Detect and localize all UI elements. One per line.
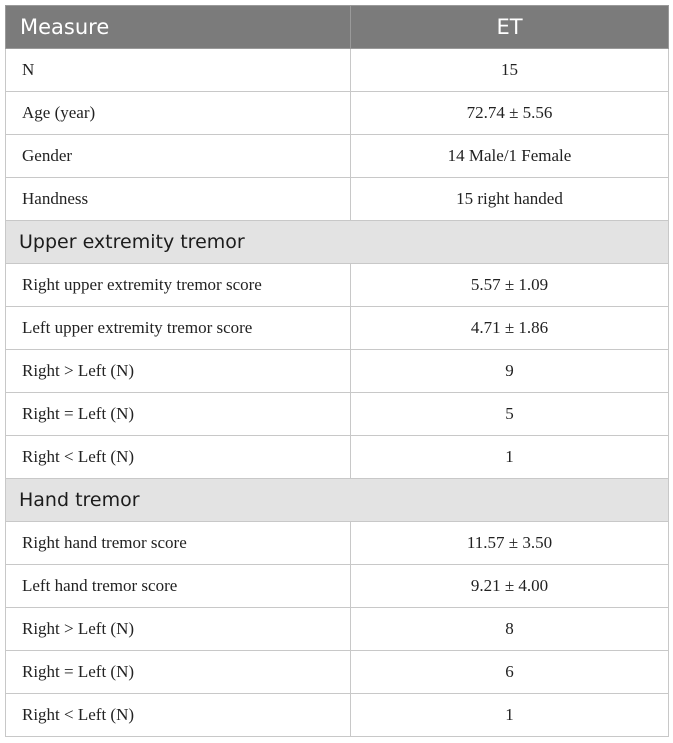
table-row	[6, 178, 669, 221]
row-et-cell: 9	[351, 350, 669, 393]
row-measure-cell: Right < Left (N)	[6, 436, 351, 479]
table-row	[6, 694, 669, 737]
row-et-cell: 5	[351, 393, 669, 436]
row-measure-cell: Left upper extremity tremor score	[6, 307, 351, 350]
row-measure-cell: Right upper extremity tremor score	[6, 264, 351, 307]
row-et-cell: 14 Male/1 Female	[351, 135, 669, 178]
row-measure-cell: Age (year)	[6, 92, 351, 135]
row-et-cell: 1	[351, 436, 669, 479]
section-header-hand-tremor	[6, 479, 669, 522]
table-row	[6, 522, 669, 565]
row-measure-cell: Right > Left (N)	[6, 608, 351, 651]
row-measure-cell: Right < Left (N)	[6, 694, 351, 737]
row-et-cell: 72.74 ± 5.56	[351, 92, 669, 135]
table-row	[6, 92, 669, 135]
table-header-row	[6, 6, 669, 49]
table-row	[6, 350, 669, 393]
section-title: Hand tremor	[6, 479, 669, 522]
row-et-cell: 11.57 ± 3.50	[351, 522, 669, 565]
row-measure-cell: Right = Left (N)	[6, 651, 351, 694]
table-row	[6, 436, 669, 479]
table-row	[6, 135, 669, 178]
row-measure-cell: Right > Left (N)	[6, 350, 351, 393]
row-et-cell: 15 right handed	[351, 178, 669, 221]
table-row	[6, 565, 669, 608]
row-et-cell: 4.71 ± 1.86	[351, 307, 669, 350]
table-row	[6, 264, 669, 307]
row-measure-cell: Gender	[6, 135, 351, 178]
demographics-table	[5, 5, 669, 737]
row-et-cell: 1	[351, 694, 669, 737]
row-measure-cell: Right hand tremor score	[6, 522, 351, 565]
row-et-cell: 9.21 ± 4.00	[351, 565, 669, 608]
table-row	[6, 307, 669, 350]
table-row	[6, 651, 669, 694]
section-title: Upper extremity tremor	[6, 221, 669, 264]
row-et-cell: 5.57 ± 1.09	[351, 264, 669, 307]
section-header-upper-extremity	[6, 221, 669, 264]
row-et-cell: 8	[351, 608, 669, 651]
header-et: ET	[351, 6, 669, 49]
row-measure-cell: N	[6, 49, 351, 92]
row-measure-cell: Left hand tremor score	[6, 565, 351, 608]
row-et-cell: 15	[351, 49, 669, 92]
row-measure-cell: Handness	[6, 178, 351, 221]
header-measure: Measure	[6, 6, 351, 49]
table-row	[6, 608, 669, 651]
table-row	[6, 49, 669, 92]
table-row	[6, 393, 669, 436]
row-measure-cell: Right = Left (N)	[6, 393, 351, 436]
row-et-cell: 6	[351, 651, 669, 694]
